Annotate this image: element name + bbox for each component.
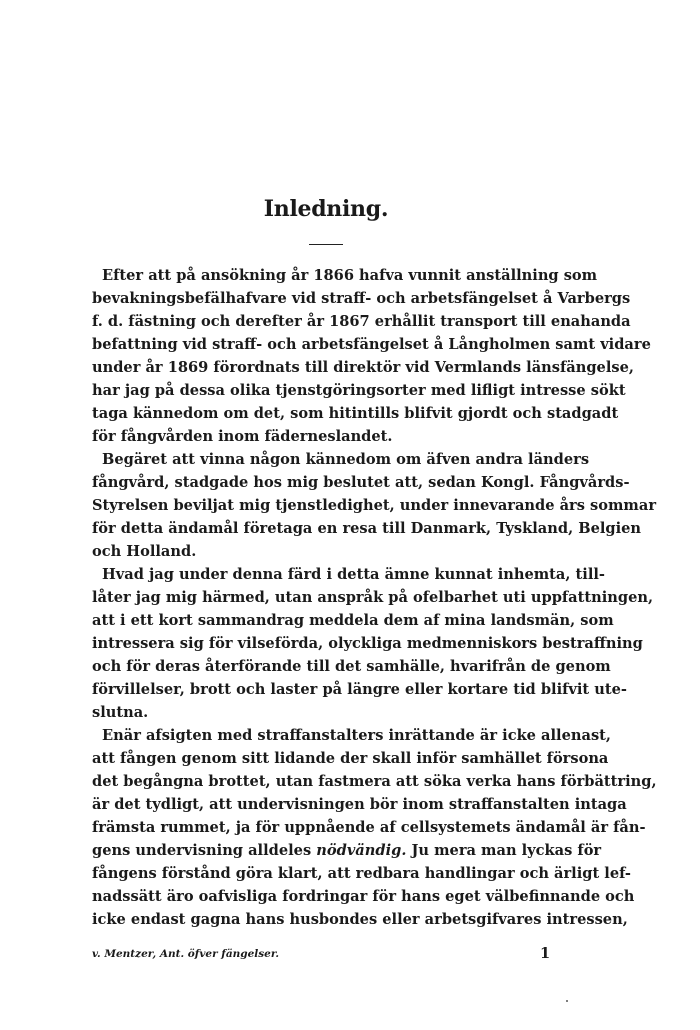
text-line: nadssätt äro oafvisliga fordringar för hans eget välbefinnande och	[92, 888, 635, 905]
text-line: bevakningsbefälhafvare vid straff- och arbetsfängelset å Varbergs	[92, 290, 631, 307]
text-line: under år 1869 förordnats till direktör vid Vermlands länsfängelse,	[92, 359, 634, 376]
text-line: främsta rummet, ja för uppnående af cellsystemets ändamål är fån-	[92, 819, 646, 836]
text-line: och Holland.	[92, 543, 197, 560]
text-segment: Ju mera man lyckas för	[411, 842, 602, 859]
print-speck	[566, 1000, 568, 1002]
text-line: är det tydligt, att undervisningen bör inom straffanstalten intaga	[92, 796, 627, 813]
text-line: för detta ändamål företaga en resa till Danmark, Tyskland, Belgien	[92, 520, 642, 537]
text-line: Enär afsigten med straffanstalters inrättande är icke allenast,	[102, 727, 611, 744]
text-line: fångens förstånd göra klart, att redbara handlingar och ärligt lef-	[92, 865, 631, 882]
paragraph-1	[92, 264, 651, 448]
text-line: befattning vid straff- och arbetsfängelset å Långholmen samt vidare	[92, 336, 651, 353]
paragraph-4	[92, 724, 657, 931]
emphasis-text: nödvändig.	[316, 842, 407, 859]
text-line: intressera sig för vilseförda, olyckliga medmenniskors bestraffning	[92, 635, 643, 652]
text-line-with-emphasis	[92, 839, 602, 862]
text-segment: gens undervisning alldeles	[92, 842, 312, 859]
text-line: och för deras återförande till det samhälle, hvarifrån de genom	[92, 658, 611, 675]
text-line: det begångna brottet, utan fastmera att söka verka hans förbättring,	[92, 773, 657, 790]
text-line: fångvård, stadgade hos mig beslutet att, sedan Kongl. Fångvårds-	[92, 474, 630, 491]
page-number: 1	[540, 945, 551, 962]
text-line: icke endast gagna hans husbondes eller arbetsgifvares intressen,	[92, 911, 628, 928]
text-line: Styrelsen beviljat mig tjenstledighet, under innevarande års sommar	[92, 497, 657, 514]
text-line: att i ett kort sammandrag meddela dem af mina landsmän, som	[92, 612, 614, 629]
text-line: Efter att på ansökning år 1866 hafva vunnit anställning som	[102, 267, 598, 284]
body-text	[92, 264, 657, 931]
page-title: Inledning.	[263, 196, 389, 222]
title-divider	[309, 244, 343, 245]
text-line: förvillelser, brott och laster på längre eller kortare tid blifvit ute-	[92, 681, 627, 698]
paragraph-3	[92, 563, 654, 724]
text-line: Hvad jag under denna färd i detta ämne kunnat inhemta, till-	[102, 566, 605, 583]
footer-signature: v. Mentzer, Ant. öfver fängelser.	[92, 948, 280, 960]
text-line: slutna.	[92, 704, 149, 721]
text-line: Begäret att vinna någon kännedom om äfven andra länders	[102, 451, 590, 468]
text-line: låter jag mig härmed, utan anspråk på ofelbarhet uti uppfattningen,	[92, 589, 654, 606]
text-line: att fången genom sitt lidande der skall inför samhället försona	[92, 750, 609, 767]
text-line: för fångvården inom fäderneslandet.	[92, 428, 393, 445]
text-line: har jag på dessa olika tjenstgöringsorter med lifligt intresse sökt	[92, 382, 626, 399]
paragraph-2	[92, 448, 657, 563]
text-line: f. d. fästning och derefter år 1867 erhållit transport till enahanda	[92, 313, 631, 330]
text-line: taga kännedom om det, som hitintills blifvit gjordt och stadgadt	[92, 405, 619, 422]
